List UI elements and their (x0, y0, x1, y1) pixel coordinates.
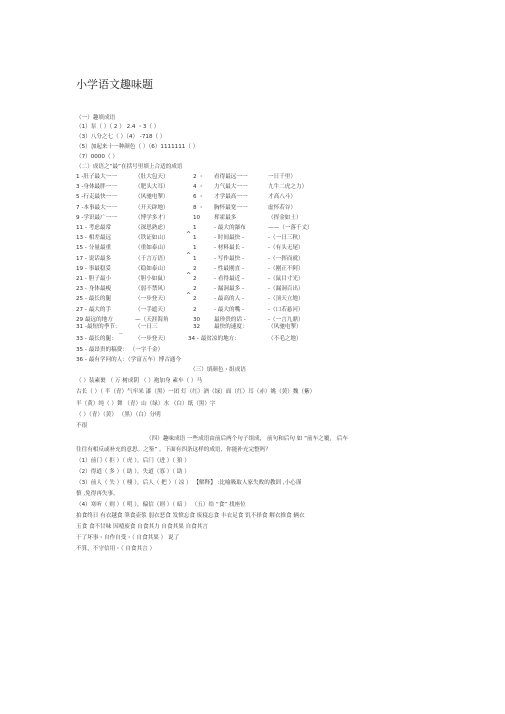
section2-cell: 九牛二虎之力） (268, 184, 308, 191)
section2-cell: 30 (193, 316, 201, 323)
row-b: （一步登天） (135, 336, 169, 342)
section2-cell: - 最大的嘴 - (214, 306, 244, 313)
dot-mark: .. (119, 329, 123, 336)
section2-cell: 力气最大一一 (214, 184, 248, 191)
section2-cell: 11 - 考虑最常 (76, 225, 112, 231)
section2-cell: （一手遮天） (135, 306, 169, 313)
page-title: 小学语文趣味题 (76, 78, 153, 91)
row-c: 34 - 最贫凉的地方： (188, 336, 240, 342)
section1-line: （1）泵（ ）（ 2 ） 2.4 ・3（ ） (76, 124, 160, 130)
section1-line: （3）八分之七（ ）（4） -718（ ） (76, 134, 166, 140)
section2-cell: -（有头无尾） (268, 245, 304, 252)
section2-cell: 29 最远的地方 (76, 316, 113, 323)
section2-cell: 3 -身体最胖一一 (76, 184, 117, 191)
section2-cell: 2 (193, 265, 197, 272)
section2-cell: （肚大包天） (135, 174, 169, 180)
section2-cell: 挥霍最多 (214, 214, 237, 221)
row-b: （一日三 (135, 324, 158, 330)
section2-cell: （风驰电掣） (135, 194, 169, 201)
section2-cell: 胸怀最宽一一 (214, 204, 248, 211)
section2-cell: （弱不禁风） (135, 286, 169, 293)
section2-cell: 10 (193, 214, 201, 221)
section2-cell: 1 (193, 255, 197, 262)
section2-cell: （胆小如鼠） (135, 276, 169, 282)
section2-cell: - 性最刚直 - (214, 265, 244, 272)
section2-cell: 1 (193, 245, 197, 252)
section2-cell: ——（一落千丈） (268, 225, 313, 231)
section2-cell: 2 ・ (193, 174, 204, 180)
section2-cell: 9 -学识最广一一 (76, 214, 117, 221)
section4-line: 干了坏事・自作自受・（ 自食其果 ） 说了 (76, 535, 180, 541)
section2-cell: 最珍贵的话 - (214, 316, 246, 323)
section2-cell: （铁证如山） (135, 235, 169, 242)
section2-cell: 7 -本事最大一一 (76, 204, 117, 211)
section2-cell: —（天涯海角 (135, 316, 169, 323)
section4-line: （3）前人（ 失 ）（ 栩 ），后人（ 把 ）（ 凉 ） 【解释】 :比喻吸取人家失败的教训 ,小心谨 (76, 480, 302, 486)
section4-line: 玉食 食不甘味 因噎废食 自食其力 自食其果 自食其言 (76, 524, 208, 530)
section2-cell: 27 - 最大的手 (76, 306, 112, 313)
section2-cell: （开天辟地） (135, 204, 169, 211)
section2-cell: 1 (193, 235, 197, 242)
section2-cell: 23 - 身体最瘦 (76, 286, 112, 293)
section2-extra-line: 36 - 最有学问的人：（学富五车）博古通今 (76, 357, 181, 363)
section2-cell: 17 - 说话最多 (76, 255, 112, 262)
section1-heading: （一）趣填成语 (76, 115, 116, 121)
section2-cell: （深思熟虑） (135, 225, 169, 231)
section2-cell: 21 - 胆子最小 (76, 276, 112, 282)
section3-heading: （三）填颜色・组成语 (190, 367, 246, 373)
section2-cell: 5 -行走最快一一 (76, 194, 117, 201)
section2-heading: （二）成语之“最”在括号里填上合适的成语 (76, 164, 183, 170)
section2-cell: 1 (193, 225, 197, 231)
section2-cell: -（一言九鼎） (268, 316, 304, 323)
section2-cell: 13 - 相差最远 (76, 235, 112, 242)
section4-line: 慎 ,免得再失事。 (76, 491, 119, 497)
section2-cell: -（一日三秋） (268, 235, 304, 242)
section2-cell: 6 ・ (193, 194, 204, 201)
caret-mark: ^ (186, 292, 192, 300)
section2-cell: 2 (193, 276, 197, 282)
section2-cell: -（口若悬河） (268, 306, 304, 313)
section4-line: （4）寒听（ 则 ）（ 明 ），偏信（则 ）（ 暗 ） （五）给 “食” 找座位 (76, 502, 246, 508)
section4-line: 往往有相反或补充的意思。之鉴” 。下面有四条这样的成语，你能补充完整吗？ (76, 447, 271, 453)
row-c: 32 (193, 324, 201, 330)
section2-cell: - 写作最快 - (214, 255, 244, 262)
row-e: （风驰电掣） (268, 324, 302, 330)
section2-cell: 15 - 分量最重 (76, 245, 112, 252)
section2-cell: 一日千里） (268, 174, 296, 180)
section3-line: （ ）（青）（黄） （黑）（白）分明 (76, 412, 161, 418)
section4-line: （1）前门（ 拒 ）（ 虎 ），后门（进 ）（ 狼 ） (76, 458, 190, 464)
section2-cell: （重如泰山） (135, 245, 169, 252)
section2-cell: -（刚正不阿） (268, 265, 304, 272)
section2-cell: 19 - 事最稳妥 (76, 265, 112, 272)
section2-cell: -（一挥而就） (268, 255, 304, 262)
section2-cell: - 时间最快 - (214, 235, 244, 242)
section2-cell: （挥金如土） (268, 214, 302, 221)
section2-cell: -（鼠目寸光） (268, 276, 304, 282)
section3-line: （ ）装素裹 （ 万 树成阴 （ ）袍加身 素车（ ）马 (76, 378, 203, 384)
section2-cell: 才高八斗） (268, 194, 296, 201)
section2-cell: （千言万语） (135, 255, 169, 262)
caret-mark: ^ (186, 272, 192, 279)
section2-cell: - 漏洞最多 - (214, 286, 244, 293)
section1-line: （7）0000（ ） (76, 154, 118, 160)
section4-heading: （四）趣味成语 一些成语由前后两个句子组成， 前句和后句 如 “前车之覆， 后车 (146, 436, 348, 442)
section2-cell: - 看得最近 - (214, 276, 244, 282)
section2-extra-line: 35 - 最昂贵的稿费： （一字千金） (76, 347, 164, 353)
section1-line: （5）加起来十一种颜色（ ）（6）1111111（ ） (76, 144, 199, 150)
section2-cell: 4 ・ (193, 184, 204, 191)
section2-cell: -（漏洞百出） (268, 286, 304, 293)
row-e: （不毛之地） (268, 336, 302, 342)
section4-line: 不算，不守信用・（ 自食其言 ） (76, 546, 156, 552)
section2-cell: 才学最高一一 (214, 194, 248, 201)
section3-line: 不很 (76, 423, 88, 429)
section2-cell: 看得最远一一 (214, 174, 248, 180)
row-a: 33 - 最长的腿： (76, 336, 117, 342)
section2-cell: 2 (193, 286, 197, 293)
section3-line: 古长（ ）（ 半（青）气牢米 漆（黑）一团 灯（红）酒（绿）面（红）耳（赤）姚（黄）魏（紫） (76, 389, 316, 395)
section2-cell: - 最大的瀑布 (214, 225, 246, 231)
section2-cell: （稳如泰山） (135, 265, 169, 272)
section2-cell: - 材料最长 - (214, 245, 244, 252)
section2-cell: 25 - 最长的腿 (76, 296, 112, 303)
caret-mark: ^ (186, 251, 192, 259)
row-a: 31 -最短的季节： (76, 324, 121, 330)
section4-line: 拍食终日 有衣越食 筆食壶浆 弱衣恶食 发愤忘食 废寝忘食 丰衣足食 饥不择食 解衣推食 辆衣 (76, 513, 305, 519)
section2-cell: （博学多才） (135, 214, 169, 221)
section2-cell: 2 (193, 306, 197, 313)
section4-line: （2）得道（ 多 ）（ 助 ），失道（寡 ）（ 助 ） (76, 469, 190, 475)
section2-cell: 虚怀若谷） (268, 204, 296, 211)
section2-cell: （一步登天） (135, 296, 169, 303)
section2-cell: - 最高的人 - (214, 296, 244, 303)
section2-cell: -（顶天立地） (268, 296, 304, 303)
section2-cell: 1 -肚子最大一一 (76, 174, 117, 180)
section2-cell: 2 (193, 296, 197, 303)
section3-line: 半（黄）纯（ ）舞 （青）山（绿）水 （白）纸（黑）字 (76, 401, 216, 407)
caret-mark: ^ (186, 231, 192, 239)
section2-cell: （肥头大耳） (135, 184, 169, 191)
section2-cell: 8 ・ (193, 204, 204, 211)
row-d: 最快的速度： (214, 324, 248, 330)
